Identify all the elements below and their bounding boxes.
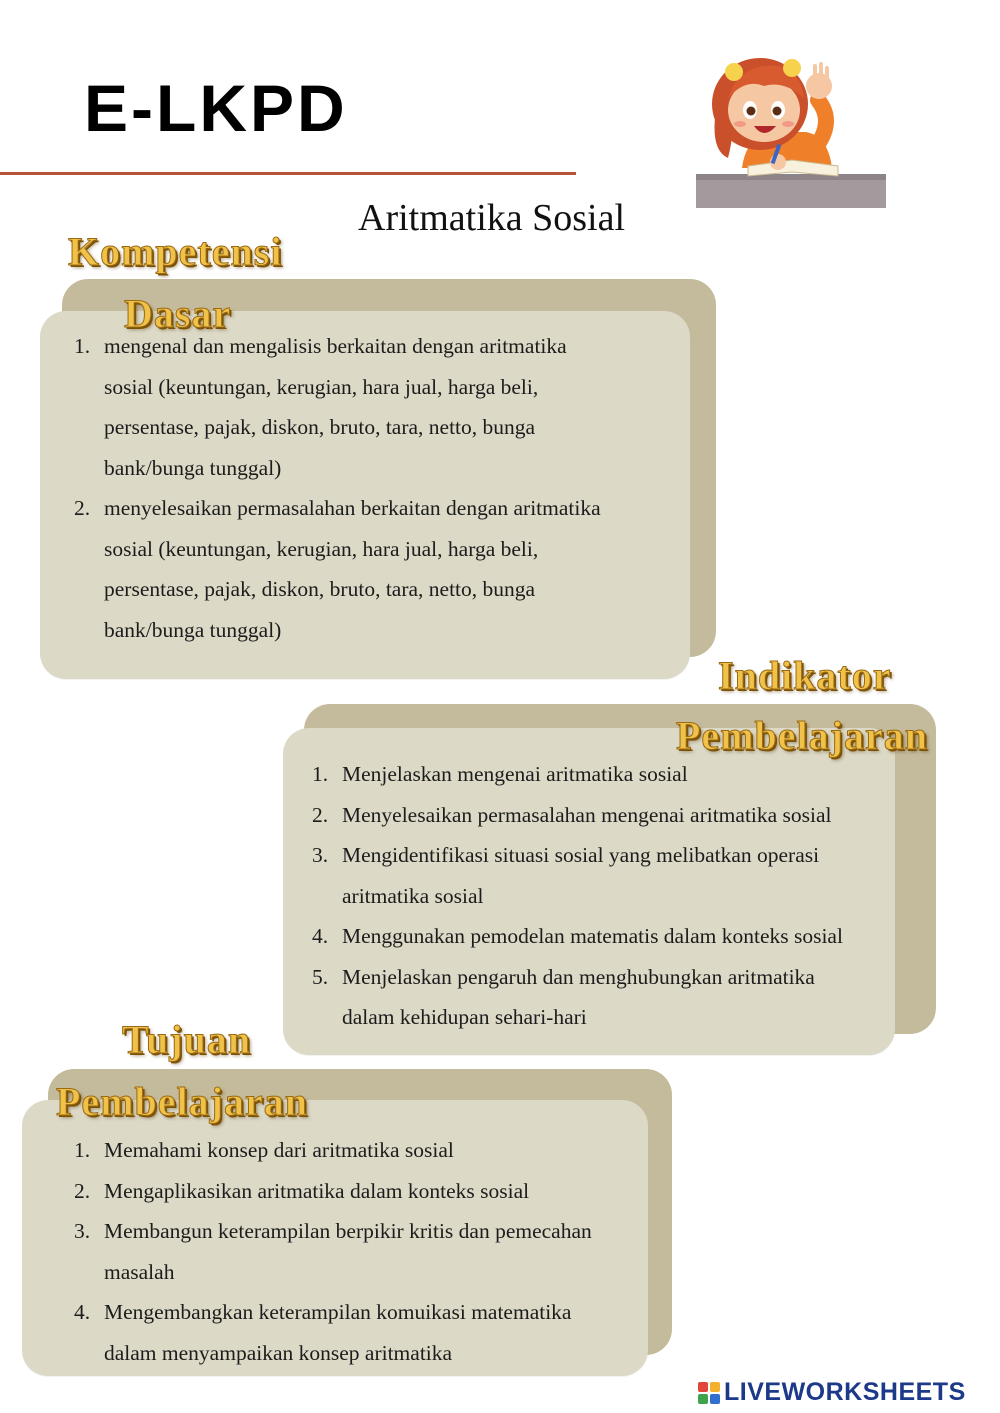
list-item-number [312, 997, 342, 1038]
list-item-number: 3. [74, 1219, 91, 1243]
list-item-text: dalam menyampaikan konsep aritmatika [104, 1340, 453, 1365]
list-item-text: persentase, pajak, diskon, bruto, tara, netto, bunga [104, 577, 536, 601]
list-item-number: 2. [312, 802, 329, 827]
list-item-text: Mengaplikasikan aritmatika dalam konteks sosial [104, 1178, 530, 1203]
indikator-heading-line1: Indikator [718, 653, 892, 698]
girl-waving-at-desk-illustration [694, 40, 890, 212]
list-item-number [74, 367, 104, 408]
list-item [312, 997, 902, 1038]
list-item-text: aritmatika sosial [342, 883, 484, 908]
list-item [74, 407, 674, 448]
list-item-number: 1. [74, 1138, 91, 1162]
list-item-number [312, 876, 342, 917]
indikator-heading-line2: Pembelajaran [676, 713, 928, 758]
list-item-text: bank/bunga tunggal) [104, 455, 282, 480]
list-item [74, 448, 674, 489]
list-item-number [74, 529, 104, 570]
list-item [312, 835, 902, 876]
list-item-text: Mengembangkan keterampilan komuikasi matematika [104, 1300, 572, 1324]
list-item [74, 1171, 654, 1212]
kompetensi-heading-line2: Dasar [124, 291, 232, 336]
page-title: E-LKPD [84, 71, 348, 145]
liveworksheets-logo-icon [698, 1382, 720, 1404]
list-item-number: 3. [312, 843, 329, 867]
list-item [74, 529, 674, 570]
list-item-text: mengenal dan mengalisis berkaitan dengan aritmatika [104, 334, 567, 358]
list-item-number: 1. [74, 334, 91, 358]
list-item-text: Menjelaskan pengaruh dan menghubungkan aritmatika [342, 964, 815, 989]
list-item-text: Menyelesaikan permasalahan mengenai aritmatika sosial [342, 802, 832, 827]
list-item [74, 1252, 654, 1293]
list-item [312, 876, 902, 917]
list-item-number [74, 610, 104, 651]
list-item [312, 957, 902, 998]
list-item-text: sosial (keuntungan, kerugian, hara jual, harga beli, [104, 536, 539, 561]
list-item-text: menyelesaikan permasalahan berkaitan dengan aritmatika [104, 496, 601, 520]
list-item [74, 1211, 654, 1252]
kompetensi-list [74, 326, 674, 650]
list-item-number: 5. [312, 964, 329, 989]
list-item-number: 2. [74, 1178, 91, 1203]
tujuan-heading-line2: Pembelajaran [56, 1079, 308, 1124]
list-item [312, 916, 902, 957]
list-item-number [74, 407, 104, 448]
list-item-number [74, 1333, 104, 1374]
list-item-number [74, 1252, 104, 1293]
list-item-number: 1. [312, 762, 329, 786]
logo-square-yellow [710, 1382, 720, 1392]
logo-square-red [698, 1382, 708, 1392]
tujuan-list [74, 1130, 654, 1373]
page-subtitle: Aritmatika Sosial [358, 197, 626, 239]
list-item-text: Memahami konsep dari aritmatika sosial [104, 1138, 454, 1162]
logo-square-blue [710, 1394, 720, 1404]
list-item [312, 754, 902, 795]
list-item-text: Menjelaskan mengenai aritmatika sosial [342, 762, 688, 786]
kompetensi-heading-line1: Kompetensi [68, 229, 283, 274]
list-item-text: Menggunakan pemodelan matematis dalam konteks sosial [342, 924, 843, 948]
title-divider [0, 172, 576, 175]
list-item-text: bank/bunga tunggal) [104, 617, 282, 642]
list-item [74, 569, 674, 610]
list-item [74, 610, 674, 651]
list-item-text: sosial (keuntungan, kerugian, hara jual, harga beli, [104, 374, 539, 399]
list-item-number [74, 448, 104, 489]
list-item-text: persentase, pajak, diskon, bruto, tara, netto, bunga [104, 415, 536, 439]
list-item-number: 2. [74, 496, 91, 520]
list-item [312, 795, 902, 836]
indikator-list [312, 754, 902, 1038]
list-item-number: 4. [312, 924, 329, 948]
watermark-text: LIVEWORKSHEETS [724, 1378, 966, 1406]
liveworksheets-watermark[interactable] [698, 1378, 966, 1407]
logo-square-green [698, 1394, 708, 1404]
list-item [74, 1333, 654, 1374]
tujuan-heading-line1: Tujuan [122, 1017, 252, 1062]
list-item-text: Membangun keterampilan berpikir kritis dan pemecahan [104, 1219, 592, 1243]
list-item-text: Mengidentifikasi situasi sosial yang melibatkan operasi [342, 843, 820, 867]
list-item-number: 4. [74, 1300, 91, 1324]
list-item [74, 1130, 654, 1171]
list-item [74, 488, 674, 529]
list-item-number [74, 569, 104, 610]
list-item [74, 367, 674, 408]
list-item [74, 1292, 654, 1333]
list-item-text: dalam kehidupan sehari-hari [342, 1005, 587, 1029]
list-item-text: masalah [104, 1259, 175, 1284]
